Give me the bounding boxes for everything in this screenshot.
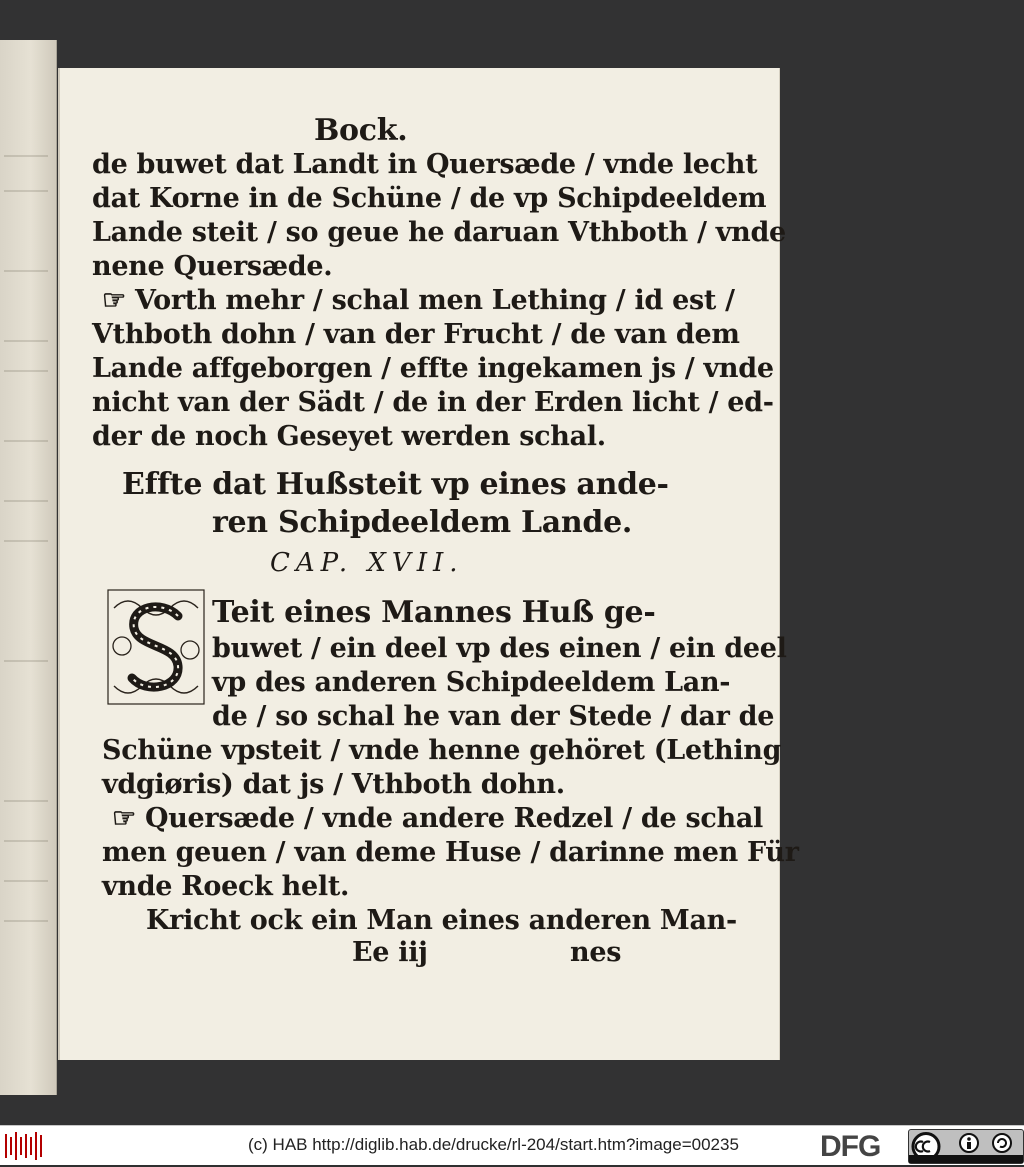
text-line: ☞ Vorth mehr / schal men Lething / id est / xyxy=(102,285,735,316)
text-line: Kricht ock ein Man eines anderen Man- xyxy=(146,905,737,936)
section-heading-line: Effte dat Hußsteit vp eines ande- xyxy=(122,467,669,502)
text-line: der de noch Geseyet werden schal. xyxy=(92,421,606,452)
decorated-initial-s-icon xyxy=(106,588,206,706)
text-line: de / so schal he van der Stede / dar de xyxy=(212,701,775,732)
text-line: Vthboth dohn / van der Frucht / de van dem xyxy=(92,319,740,350)
text-line: buwet / ein deel vp des einen / ein deel xyxy=(212,633,787,664)
cc-by-sa-icon xyxy=(908,1129,1024,1164)
text-line: de buwet dat Landt in Quersæde / vnde lecht xyxy=(92,149,758,180)
section-heading-line: ren Schipdeeldem Lande. xyxy=(212,505,633,540)
text-line: vnde Roeck helt. xyxy=(102,871,350,902)
text-line: nene Quersæde. xyxy=(92,251,333,282)
text-line: Teit eines Mannes Huß ge- xyxy=(212,595,656,630)
text-line: nicht van der Sädt / de in der Erden licht / ed- xyxy=(92,387,774,418)
copyright-link[interactable]: (c) HAB http://diglib.hab.de/drucke/rl-204/start.htm?image=00235 xyxy=(248,1135,739,1154)
viewer-footer xyxy=(0,1125,1024,1165)
signature-mark: Ee iij xyxy=(352,937,428,968)
barcode-icon xyxy=(4,1131,44,1161)
text-line: vdgiøris) dat js / Vthboth dohn. xyxy=(102,769,565,800)
text-line: Lande steit / so geue he daruan Vthboth / vnde xyxy=(92,217,786,248)
text-line: dat Korne in de Schüne / de vp Schipdeeldem xyxy=(92,183,767,214)
chapter-number: CAP. XVII. xyxy=(270,548,464,578)
text-line: men geuen / van deme Huse / darinne men Für xyxy=(102,837,799,868)
running-head: Bock. xyxy=(314,113,408,148)
catchword: nes xyxy=(570,937,622,968)
text-line: Schüne vpsteit / vnde henne gehöret (Lething xyxy=(102,735,782,766)
text-line: Lande affgeborgen / effte ingekamen js / vnde xyxy=(92,353,774,384)
text-line: ☞ Quersæde / vnde andere Redzel / de schal xyxy=(112,803,763,834)
text-line: vp des anderen Schipdeeldem Lan- xyxy=(212,667,731,698)
dfg-logo: DFG xyxy=(820,1130,881,1163)
facing-page-edge xyxy=(0,40,57,1095)
